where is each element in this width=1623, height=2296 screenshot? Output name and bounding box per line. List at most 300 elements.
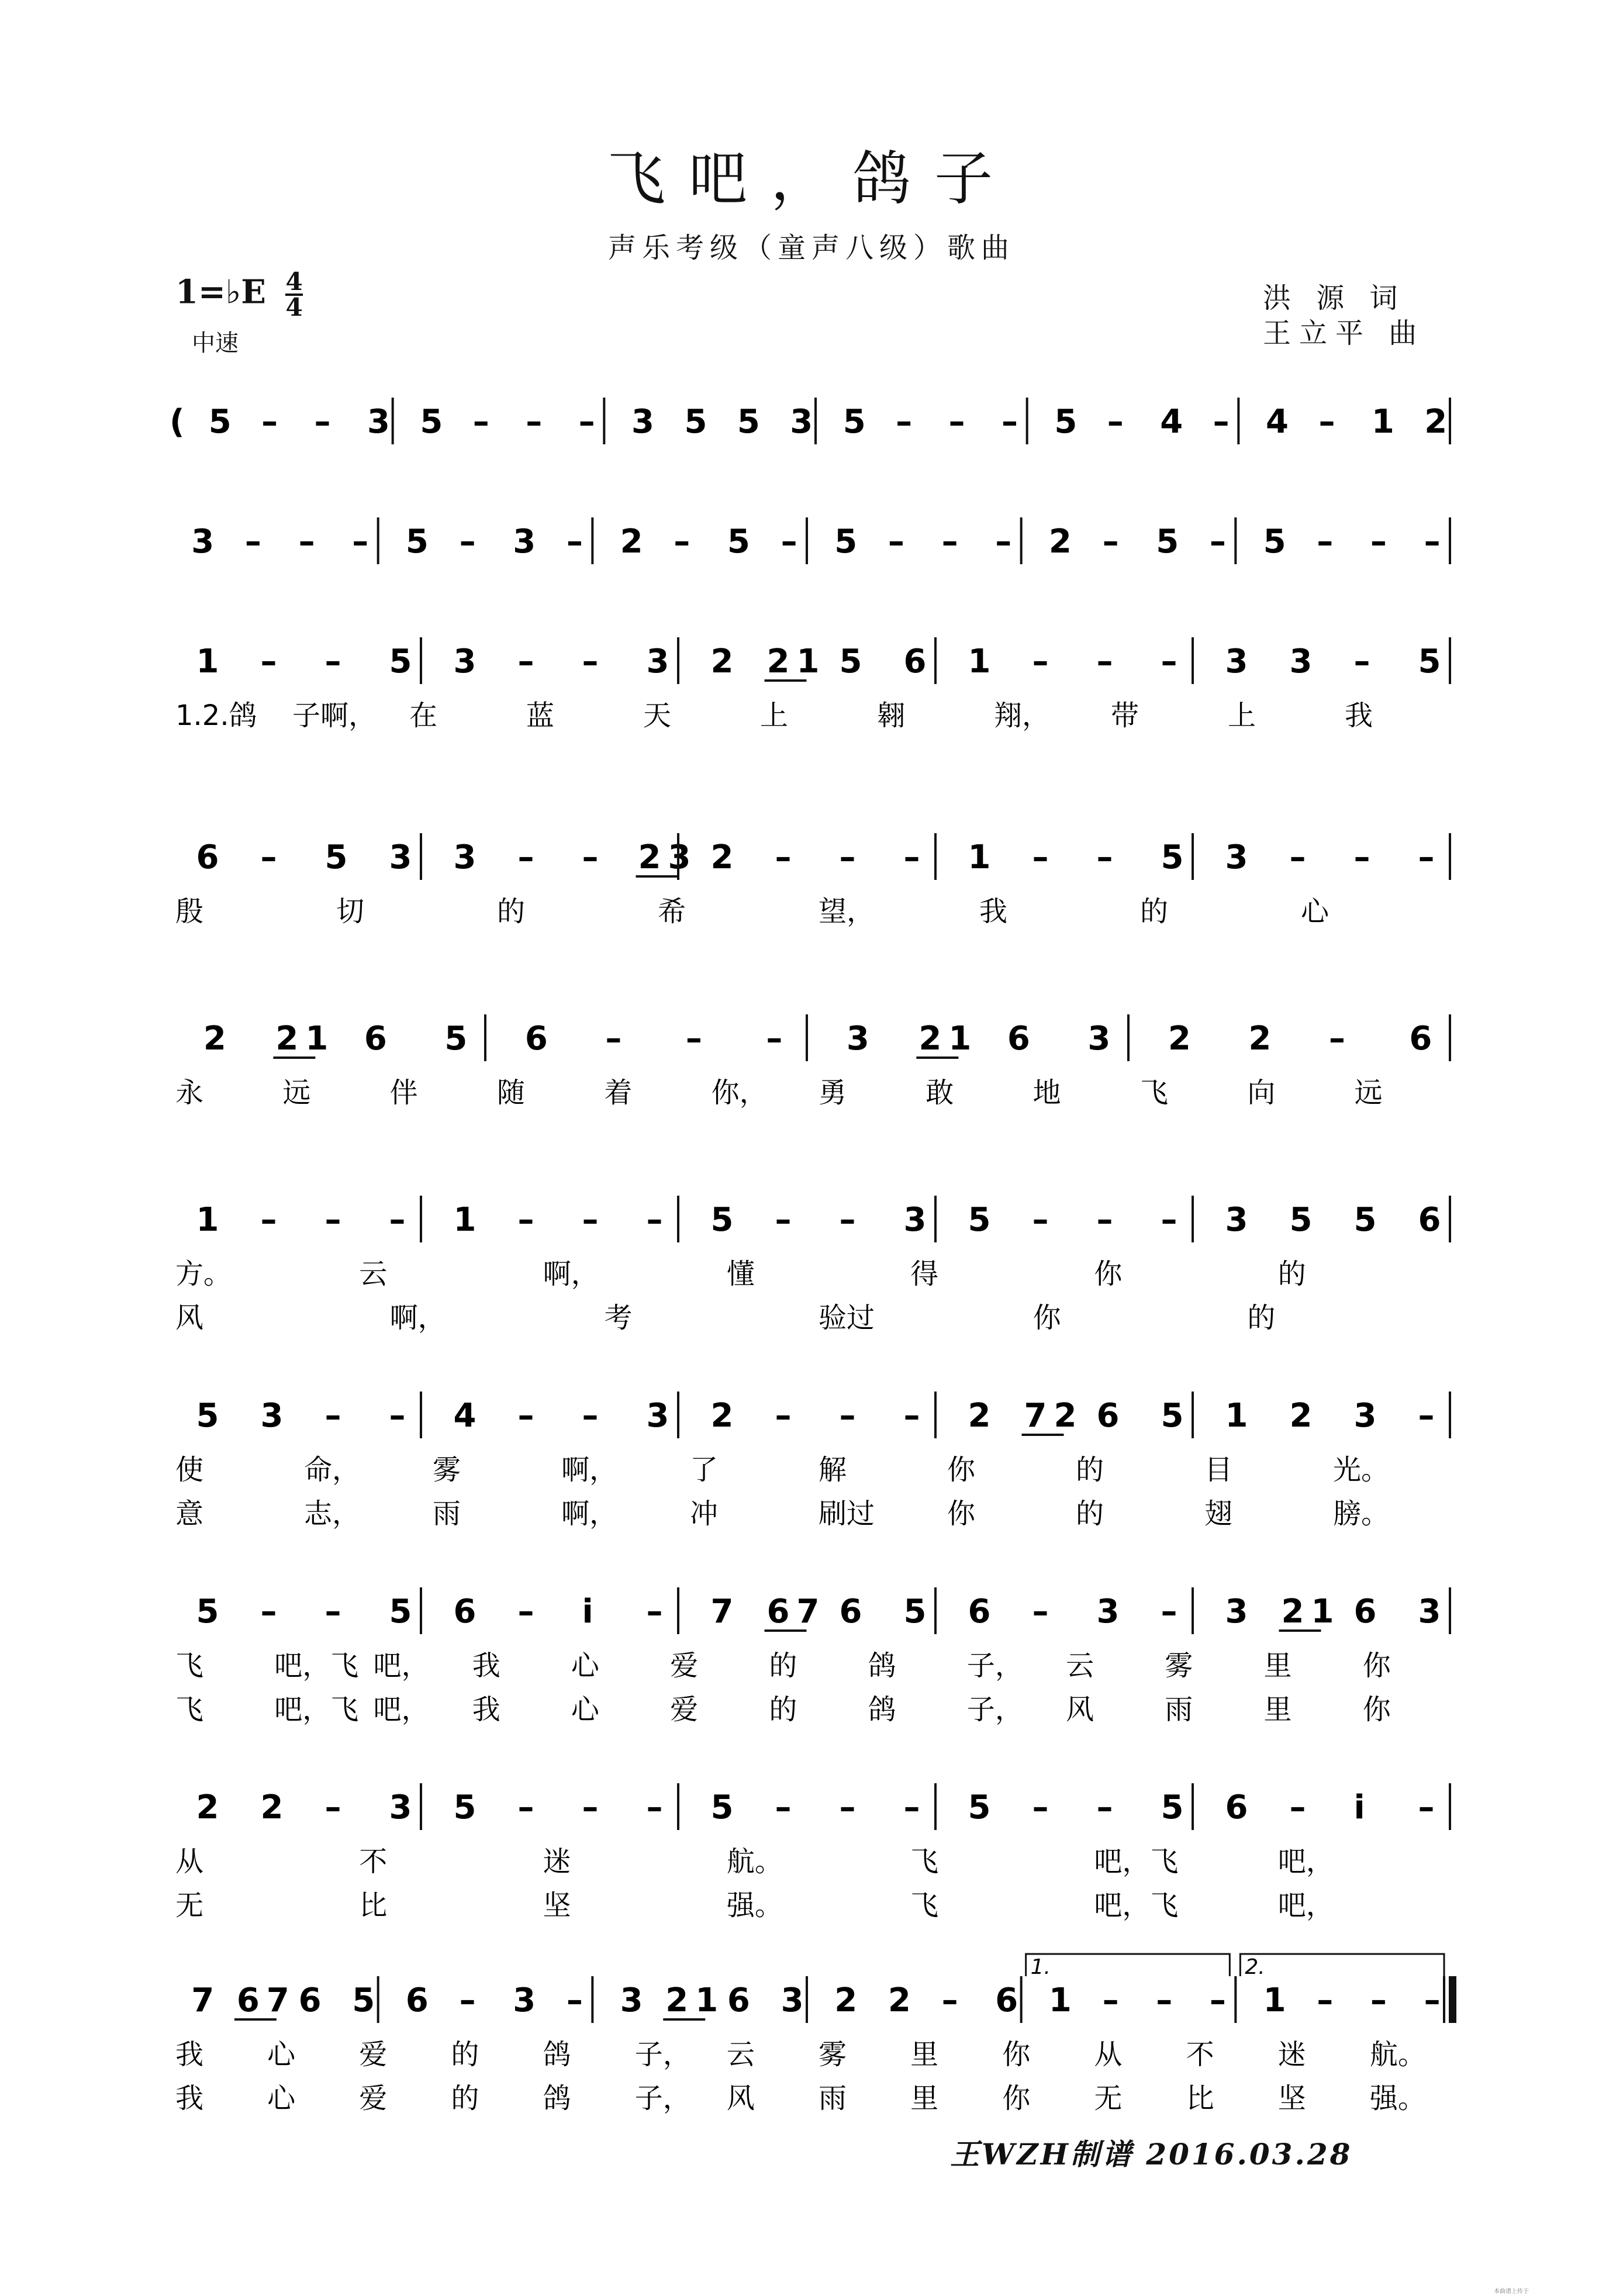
lyric-syllable: 爱 — [670, 1649, 699, 1682]
lyric-syllable: 心 — [1301, 895, 1330, 928]
lyric-syllable: 着 — [604, 1076, 633, 1109]
dash: – — [1317, 523, 1334, 561]
note: 6 — [1225, 1789, 1248, 1827]
lyric-syllable: 永 — [175, 1076, 204, 1109]
note: 2 — [196, 1789, 219, 1827]
note: 3 — [453, 643, 476, 681]
lyric-syllable: 命， — [304, 1453, 361, 1486]
lyric-syllable: 子， — [634, 2082, 691, 2115]
lyric-syllable: 随 — [497, 1076, 526, 1109]
lyric-syllable: 鸽 — [868, 1693, 896, 1726]
note: 3 — [191, 523, 215, 561]
note: 5 — [453, 1789, 476, 1827]
note: 1 — [968, 838, 991, 876]
note: 5 — [405, 523, 429, 561]
dash: – — [260, 838, 277, 876]
lyric-syllable: 鸽 — [868, 1649, 896, 1682]
dash: – — [517, 1789, 534, 1827]
volta-label-1: 1. — [1030, 1955, 1051, 1979]
lyric-syllable: 啊， — [561, 1497, 618, 1530]
dash: – — [775, 838, 792, 876]
lyric-syllable: 吧，飞 — [1094, 1889, 1179, 1922]
lyric-syllable: 心 — [571, 1649, 599, 1682]
note: 2 — [1168, 1020, 1191, 1058]
dash: – — [775, 1397, 792, 1435]
note: 5 — [324, 838, 348, 876]
dash: – — [324, 1789, 341, 1827]
lyric-syllable: 我 — [472, 1649, 500, 1682]
note: 3 — [389, 838, 412, 876]
lyric-syllable: 在 — [409, 699, 438, 732]
dash: – — [517, 1397, 534, 1435]
note: 6 — [196, 838, 219, 876]
lyric-syllable: 云 — [1066, 1649, 1094, 1682]
lyric-syllable: 坚 — [1277, 2082, 1306, 2115]
dash: – — [389, 1397, 406, 1435]
dash: – — [1032, 643, 1049, 681]
lyric-syllable: 意 — [175, 1497, 204, 1530]
lyric-syllable: 方。 — [175, 1258, 232, 1290]
lyric-syllable: 目 — [1204, 1453, 1233, 1486]
lyric-syllable: 1.2.鸽 — [175, 699, 257, 732]
lyric-syllable: 你 — [1002, 2038, 1031, 2071]
lyric-syllable: 你 — [947, 1497, 976, 1530]
note: 5 — [389, 1593, 412, 1631]
note: i — [1353, 1789, 1365, 1827]
note: 5 — [710, 1201, 734, 1239]
lyric-syllable: 望， — [819, 895, 875, 928]
dash: – — [244, 523, 261, 561]
note: 5 — [389, 643, 412, 681]
lyric-syllable: 云 — [359, 1258, 388, 1290]
note: 3 — [903, 1201, 927, 1239]
note: 1 — [1048, 1981, 1072, 2019]
note: 5 — [968, 1201, 991, 1239]
lyric-syllable: 你 — [1094, 1258, 1123, 1290]
lyric-syllable: 伴 — [389, 1076, 418, 1109]
note: 3 — [620, 1981, 643, 2019]
dash: – — [775, 1201, 792, 1239]
lyric-syllable: 冲 — [690, 1497, 719, 1530]
dash: – — [314, 403, 331, 441]
lyric-syllable: 得 — [910, 1258, 939, 1290]
note: 6 — [1409, 1020, 1432, 1058]
dash: – — [646, 1201, 663, 1239]
lyric-syllable: 带 — [1111, 699, 1139, 732]
dash: – — [324, 1397, 341, 1435]
volta-2 — [1240, 1954, 1444, 1976]
note: 5 — [444, 1020, 468, 1058]
lyric-syllable: 吧， — [1277, 1845, 1334, 1878]
lyric-syllable: 使 — [175, 1453, 204, 1486]
note: 6 — [1096, 1397, 1120, 1435]
dash: – — [1156, 1981, 1173, 2019]
lyric-syllable: 我 — [175, 2038, 204, 2071]
note: 3 — [781, 1981, 804, 2019]
note: 3 — [631, 403, 654, 441]
lyric-syllable: 懂 — [726, 1258, 755, 1290]
note: 5 — [1418, 643, 1441, 681]
note: 1 — [453, 1201, 476, 1239]
lyric-syllable: 飞 — [175, 1693, 204, 1726]
lyric-syllable: 比 — [1186, 2082, 1214, 2115]
note: 4 — [453, 1397, 476, 1435]
lyric-syllable: 里 — [1263, 1649, 1292, 1682]
lyric-syllable: 爱 — [359, 2082, 388, 2115]
dash: – — [1032, 1789, 1049, 1827]
note: 5 — [684, 403, 707, 441]
dash: – — [1289, 838, 1306, 876]
dash: – — [324, 1201, 341, 1239]
song-title: 飞吧，鸽子 — [607, 144, 1016, 213]
lyric-syllable: 翱 — [877, 699, 906, 732]
lyric-syllable: 上 — [760, 699, 789, 732]
note: 2 — [710, 838, 734, 876]
dash: – — [566, 523, 583, 561]
note: 4 — [1160, 403, 1183, 441]
lyric-syllable: 飞 — [910, 1889, 939, 1922]
note: 3 — [646, 1397, 669, 1435]
note: 3 — [453, 838, 476, 876]
lyric-syllable: 你 — [1362, 1693, 1391, 1726]
lyric-syllable: 雨 — [819, 2082, 847, 2115]
dash: – — [1096, 643, 1113, 681]
time-bottom: 4 — [285, 293, 303, 322]
lyric-syllable: 我 — [979, 895, 1008, 928]
note: 5 — [196, 1397, 219, 1435]
lyric-syllable: 鸽 — [543, 2082, 571, 2115]
dash: – — [459, 523, 476, 561]
dash: – — [1107, 403, 1124, 441]
lyric-syllable: 的 — [1076, 1497, 1104, 1530]
lyric-syllable: 云 — [726, 2038, 755, 2071]
dash: – — [1032, 1201, 1049, 1239]
lyric-syllable: 考 — [604, 1301, 633, 1334]
dash: – — [260, 1201, 277, 1239]
note: 5 — [1161, 1397, 1184, 1435]
dash: – — [1096, 838, 1113, 876]
note: 2 — [834, 1981, 858, 2019]
lyric-syllable: 里 — [1263, 1693, 1292, 1726]
dash: – — [685, 1020, 702, 1058]
lyric-syllable: 无 — [1094, 2082, 1123, 2115]
dash: – — [566, 1981, 583, 2019]
note: 5 — [842, 403, 866, 441]
note: 3 — [646, 643, 669, 681]
lyric-syllable: 从 — [1094, 2038, 1123, 2071]
note: 3 — [389, 1789, 412, 1827]
note: 3 — [846, 1020, 869, 1058]
lyric-syllable: 志， — [304, 1497, 361, 1530]
lyric-syllable: 雾 — [433, 1453, 461, 1486]
lyric-syllable: 刷过 — [819, 1497, 875, 1530]
lyric-syllable: 验过 — [819, 1301, 875, 1334]
lyric-syllable: 吧，飞 — [1094, 1845, 1179, 1878]
note: i — [582, 1593, 593, 1631]
dash: – — [389, 1201, 406, 1239]
lyric-syllable: 心 — [267, 2038, 296, 2071]
note: 6 — [298, 1981, 322, 2019]
note: 6 — [1007, 1020, 1030, 1058]
dash: – — [1353, 838, 1370, 876]
lyric-syllable: 敢 — [926, 1076, 954, 1109]
note: 6 — [453, 1593, 476, 1631]
dash: – — [1209, 1981, 1226, 2019]
note: 2 — [968, 1397, 991, 1435]
dash: – — [1328, 1020, 1345, 1058]
lyric-syllable: 飞 — [910, 1845, 939, 1878]
note: 5 — [1353, 1201, 1377, 1239]
lyric-syllable: 我 — [1345, 699, 1373, 732]
dash: – — [839, 838, 856, 876]
dash: – — [903, 1789, 920, 1827]
dash: – — [324, 643, 341, 681]
lyric-syllable: 吧，飞 — [274, 1649, 359, 1682]
note-pair: 72 — [1024, 1397, 1084, 1435]
note: 3 — [790, 403, 813, 441]
note: 1 — [1263, 1981, 1286, 2019]
lyric-syllable: 迷 — [1277, 2038, 1306, 2071]
note: 2 — [1289, 1397, 1313, 1435]
lyric-syllable: 坚 — [543, 1889, 571, 1922]
note-pair: 21 — [275, 1020, 336, 1058]
lyric-syllable: 比 — [359, 1889, 388, 1922]
dash: – — [352, 523, 369, 561]
dash: – — [781, 523, 797, 561]
note: 6 — [968, 1593, 991, 1631]
note: 1 — [1371, 403, 1394, 441]
lyric-syllable: 殷 — [175, 895, 204, 928]
note: 5 — [208, 403, 232, 441]
note: 1 — [196, 643, 219, 681]
footer-note: 本曲谱上传于 — [1494, 2288, 1529, 2295]
note: 2 — [710, 1397, 734, 1435]
dash: – — [646, 1789, 663, 1827]
dash: – — [1096, 1789, 1113, 1827]
note-pair: 23 — [638, 838, 698, 876]
note: 6 — [995, 1981, 1018, 2019]
note: 6 — [405, 1981, 429, 2019]
dash: – — [1418, 1789, 1435, 1827]
lyric-syllable: 雾 — [1165, 1649, 1193, 1682]
lyric-syllable: 心 — [267, 2082, 296, 2115]
lyric-syllable: 雨 — [433, 1497, 461, 1530]
dash: – — [472, 403, 489, 441]
dash: – — [1289, 1789, 1306, 1827]
note: 2 — [710, 643, 734, 681]
dash: – — [582, 1201, 599, 1239]
composer-credit: 王立平 曲 — [1263, 317, 1425, 350]
lyric-syllable: 啊， — [561, 1453, 618, 1486]
note: 3 — [1225, 643, 1248, 681]
dash: – — [1418, 1397, 1435, 1435]
lyric-syllable: 的 — [769, 1693, 797, 1726]
dash: – — [1318, 403, 1335, 441]
note: 2 — [260, 1789, 284, 1827]
lyric-syllable: 的 — [1076, 1453, 1104, 1486]
note: 7 — [710, 1593, 734, 1631]
lyric-syllable: 鸽 — [543, 2038, 571, 2071]
lyric-syllable: 风 — [726, 2082, 755, 2115]
lyric-syllable: 的 — [769, 1649, 797, 1682]
note: 2 — [1248, 1020, 1272, 1058]
lyric-syllable: 天 — [643, 699, 672, 732]
dash: – — [674, 523, 690, 561]
dash: – — [1102, 1981, 1119, 2019]
key-text: 1=♭E — [175, 272, 266, 312]
transcriber-signature: 王WZH制谱 2016.03.28 — [950, 2137, 1353, 2171]
dash: – — [1424, 1981, 1441, 2019]
dash: – — [1353, 643, 1370, 681]
note: 6 — [839, 1593, 862, 1631]
lyric-syllable: 勇 — [819, 1076, 847, 1109]
dash: – — [1317, 1981, 1334, 2019]
note-pair: 21 — [1281, 1593, 1341, 1631]
song-subtitle: 声乐考级（童声八级）歌曲 — [607, 232, 1015, 264]
note: 3 — [1353, 1397, 1377, 1435]
tempo-marking: 中速 — [192, 330, 239, 357]
lyric-syllable: 吧， — [373, 1693, 430, 1726]
note: 3 — [1087, 1020, 1111, 1058]
lyric-syllable: 你 — [1032, 1301, 1061, 1334]
note: 2 — [203, 1020, 226, 1058]
note: 5 — [1289, 1201, 1313, 1239]
lyric-syllable: 的 — [1140, 895, 1169, 928]
lyric-syllable: 我 — [472, 1693, 500, 1726]
lyric-syllable: 蓝 — [526, 699, 555, 732]
lyric-syllable: 航。 — [1369, 2038, 1426, 2071]
dash: – — [517, 1593, 534, 1631]
dash: – — [517, 643, 534, 681]
note-pair: 67 — [766, 1593, 827, 1631]
intro-paren: ( — [170, 403, 185, 441]
dash: – — [1032, 1593, 1049, 1631]
dash: – — [1370, 1981, 1387, 2019]
dash: – — [766, 1020, 783, 1058]
dash: – — [582, 838, 599, 876]
dash: – — [517, 838, 534, 876]
lyric-syllable: 航。 — [726, 1845, 783, 1878]
note: 2 — [620, 523, 643, 561]
dash: – — [1418, 838, 1435, 876]
lyric-syllable: 迷 — [543, 1845, 571, 1878]
lyric-syllable: 远 — [1354, 1076, 1383, 1109]
lyric-syllable: 啊， — [389, 1301, 446, 1334]
lyric-syllable: 你 — [947, 1453, 976, 1486]
note: 5 — [1161, 838, 1184, 876]
lyric-syllable: 的 — [497, 895, 526, 928]
dash: – — [1032, 838, 1049, 876]
lyric-syllable: 强。 — [1369, 2082, 1426, 2115]
note: 3 — [260, 1397, 284, 1435]
lyric-syllable: 雾 — [819, 2038, 847, 2071]
dash: – — [526, 403, 543, 441]
lyric-syllable: 的 — [451, 2082, 479, 2115]
dash: – — [260, 643, 277, 681]
dash: – — [941, 1981, 958, 2019]
note: 5 — [737, 403, 760, 441]
lyric-syllable: 风 — [1066, 1693, 1094, 1726]
dash: – — [260, 1593, 277, 1631]
lyric-syllable: 里 — [910, 2038, 939, 2071]
note: 5 — [420, 403, 443, 441]
dash: – — [1424, 523, 1441, 561]
volta-1 — [1026, 1954, 1230, 1976]
lyric-syllable: 子， — [966, 1693, 1023, 1726]
dash: – — [1209, 523, 1226, 561]
lyric-syllable: 心 — [571, 1693, 599, 1726]
note: 6 — [1353, 1593, 1377, 1631]
dash: – — [646, 1593, 663, 1631]
note: 6 — [1418, 1201, 1441, 1239]
note: 5 — [727, 523, 750, 561]
dash: – — [582, 1789, 599, 1827]
dash: – — [995, 523, 1012, 561]
note: 2 — [1424, 403, 1448, 441]
lyric-syllable: 地 — [1032, 1076, 1061, 1109]
note: 2 — [888, 1981, 911, 2019]
note: 5 — [968, 1789, 991, 1827]
lyric-syllable: 吧， — [1277, 1889, 1334, 1922]
note: 1 — [1225, 1397, 1248, 1435]
dash: – — [1161, 1201, 1177, 1239]
lyric-syllable: 膀。 — [1333, 1497, 1390, 1530]
note: 3 — [513, 1981, 536, 2019]
lyric-syllable: 我 — [175, 2082, 204, 2115]
note: 6 — [903, 643, 927, 681]
note: 6 — [364, 1020, 387, 1058]
dash: – — [1096, 1201, 1113, 1239]
note: 1 — [196, 1201, 219, 1239]
lyric-syllable: 啊， — [543, 1258, 599, 1290]
lyric-syllable: 光。 — [1333, 1453, 1390, 1486]
note: 4 — [1266, 403, 1289, 441]
note: 5 — [352, 1981, 375, 2019]
lyric-syllable: 风 — [175, 1301, 204, 1334]
note: 3 — [1096, 1593, 1120, 1631]
lyric-syllable: 从 — [175, 1845, 204, 1878]
lyric-syllable: 子， — [966, 1649, 1023, 1682]
dash: – — [1213, 403, 1230, 441]
lyric-syllable: 上 — [1228, 699, 1256, 732]
lyric-syllable: 的 — [451, 2038, 479, 2071]
dash: – — [839, 1397, 856, 1435]
note-pair: 67 — [236, 1981, 296, 2019]
dash: – — [775, 1789, 792, 1827]
dash: – — [517, 1201, 534, 1239]
volta-label-2: 2. — [1245, 1955, 1265, 1979]
lyric-syllable: 你 — [1362, 1649, 1391, 1682]
note: 5 — [1156, 523, 1179, 561]
dash: – — [298, 523, 315, 561]
dash: – — [605, 1020, 622, 1058]
lyric-syllable: 里 — [910, 2082, 939, 2115]
lyric-syllable: 吧，飞 — [274, 1693, 359, 1726]
dash: – — [896, 403, 913, 441]
note: 3 — [1289, 643, 1313, 681]
lyric-syllable: 希 — [658, 895, 686, 928]
dash: – — [459, 1981, 476, 2019]
note: 3 — [1225, 1593, 1248, 1631]
lyric-syllable: 了 — [690, 1453, 719, 1486]
dash: – — [1161, 1593, 1177, 1631]
lyricist-credit: 洪 源 词 — [1263, 282, 1406, 315]
note: 5 — [710, 1789, 734, 1827]
dash: – — [324, 1593, 341, 1631]
note: 5 — [1161, 1789, 1184, 1827]
note: 5 — [839, 643, 862, 681]
note: 5 — [196, 1593, 219, 1631]
